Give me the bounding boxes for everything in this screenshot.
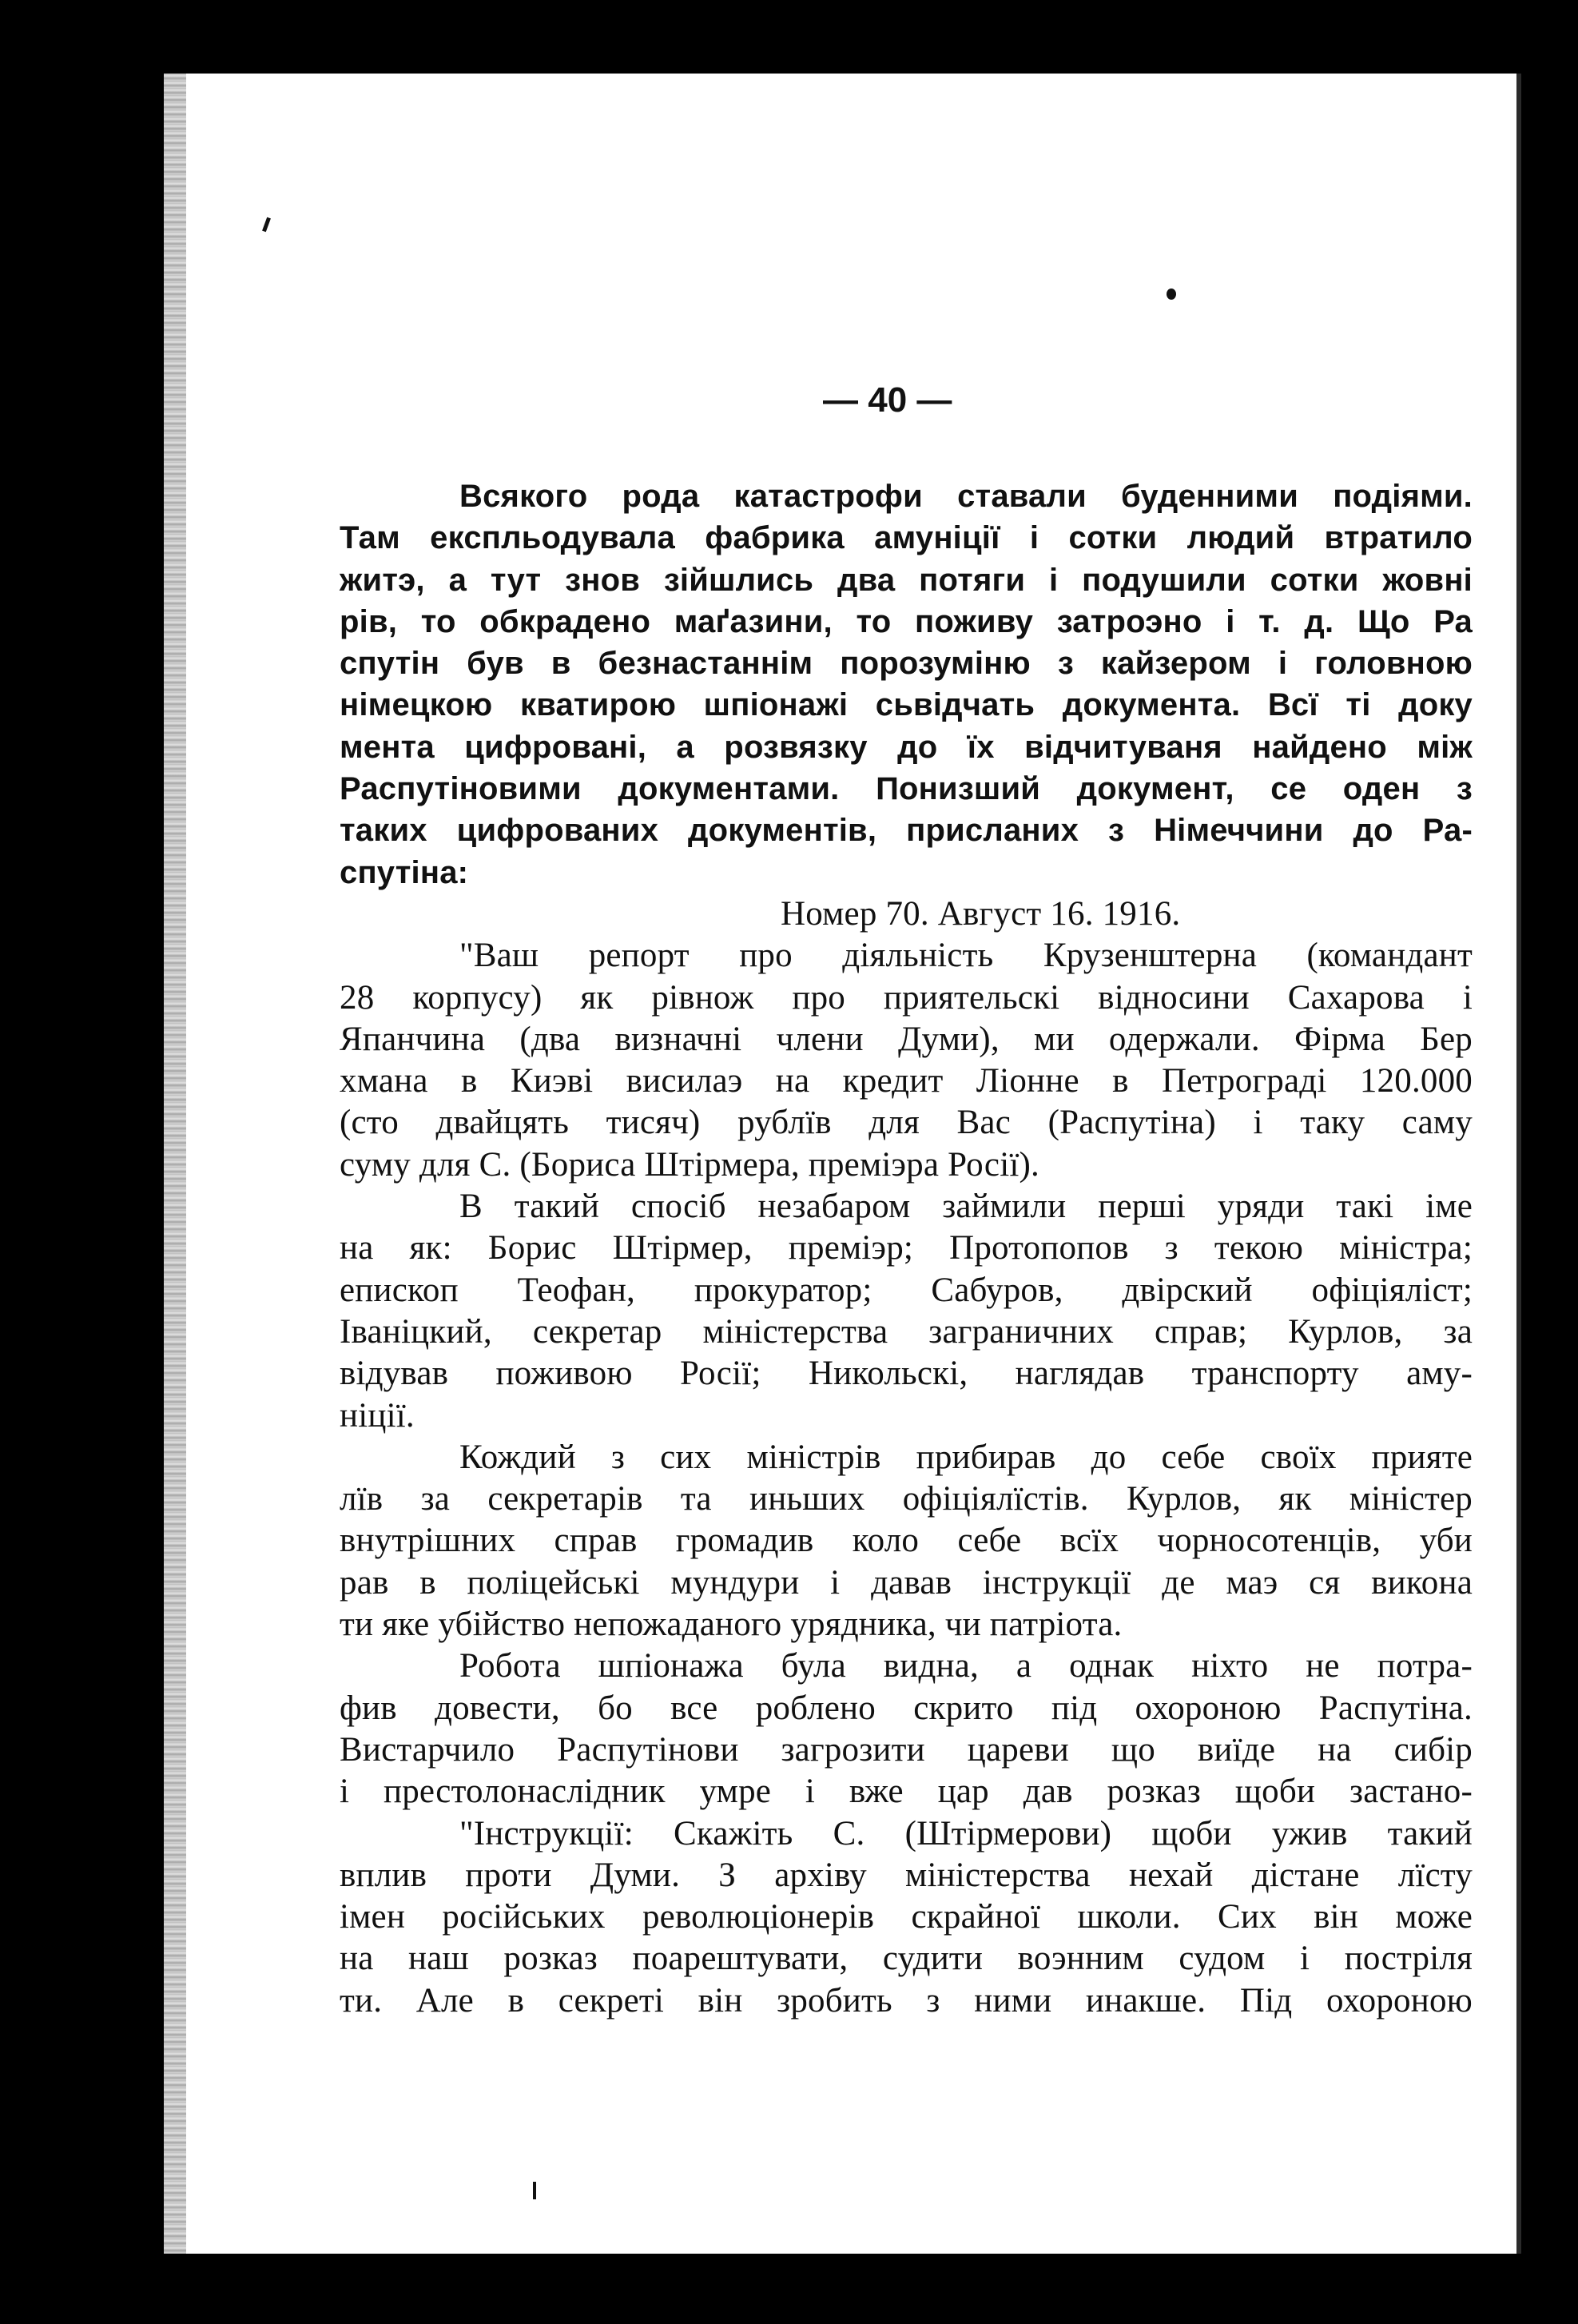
text-line: на як: Борис Штірмер, преміэр; Протопопов з текою міністра; <box>340 1229 1473 1267</box>
text-line: Кождий з сих міністрів прибирав до себе своїх прияте <box>459 1438 1473 1476</box>
text-line: спутін був в безнастаннім порозуміню з кайзером і головною <box>340 646 1473 682</box>
text-line: таких цифрованих документів, присланих з Німеччини до Ра- <box>340 813 1473 849</box>
text-line: Робота шпіонажа була видна, а однак ніхто не потра- <box>459 1647 1473 1685</box>
scan-speck <box>533 2182 536 2199</box>
text-line: мента цифровані, а розвязку до їх відчитуваня найдено між <box>340 729 1473 765</box>
text-line: Распутіновими документами. Понизший документ, се оден з <box>340 771 1473 807</box>
text-line: і престолонаслідник умре і вже цар дав розказ щоби застано- <box>340 1773 1473 1811</box>
text-line: Іваніцкий, секретар міністерства заграничних справ; Курлов, за <box>340 1312 1473 1351</box>
text-line: Всякого рода катастрофи ставали буденними подіями. <box>459 479 1473 514</box>
text-line: рів, то обкрадено маґазини, то поживу затроэно і т. д. Що Ра <box>340 603 1473 639</box>
text-line: епископ Теофан, прокуратор; Сабуров, двірский офіціяліст; <box>340 1271 1473 1309</box>
text-line: 28 корпусу) як рівнож про приятельскі відносини Сахарова і <box>340 978 1473 1017</box>
text-line: Там експльодувала фабрика амуніції і сотки людий втратило <box>340 520 1473 556</box>
text-line: внутрішних справ громадив коло себе всїх чорносотенців, уби <box>340 1522 1473 1560</box>
text-line: "Інструкції: Скажіть С. (Штірмерови) щоби ужив такий <box>459 1814 1473 1852</box>
scan-speck <box>1167 289 1176 300</box>
text-line: імен російських революціонерів скрайної школи. Сих він може <box>340 1898 1473 1936</box>
text-line: (сто двайцять тисяч) рублїв для Вас (Распутіна) і таку саму <box>340 1104 1473 1142</box>
document-heading-line: Номер 70. Август 16. 1916. <box>781 894 1181 933</box>
text-line: фив довести, бо все роблено скрито під охороною Распутіна. <box>340 1689 1473 1727</box>
text-line: німецкою кватирою шпіонажі сьвідчать документа. Всї ті доку <box>340 687 1473 723</box>
text-line: житэ, а тут знов зійшлись два потяги і подушили сотки жовні <box>340 562 1473 598</box>
text-line: Япанчина (два визначні члени Думи), ми одержали. Фірма Бер <box>340 1020 1473 1058</box>
page-spine-edge <box>164 74 186 2254</box>
text-line: Вистарчило Распутінови загрозити цареви що виїде на сибір <box>340 1730 1473 1769</box>
text-line: суму для С. (Бориса Штірмера, преміэра Росії). <box>340 1145 1039 1184</box>
text-line: рав в поліцейські мундури і давав інструкції де маэ ся викона <box>340 1563 1473 1602</box>
text-line: спутіна: <box>340 854 469 890</box>
text-line: "Ваш репорт про діяльність Крузенштерна (командант <box>459 937 1473 975</box>
text-line: на наш розказ поарештувати, судити воэнним судом і постріля <box>340 1940 1473 1978</box>
page-right-edge <box>1516 74 1521 2254</box>
text-line: ніції. <box>340 1396 415 1435</box>
page-number: — 40 — <box>823 380 952 420</box>
text-line: ти. Але в секреті він зробить з ними инакше. Під охороною <box>340 1981 1473 2020</box>
text-line: хмана в Киэві висилаэ на кредит Ліонне в Петрограді 120.000 <box>340 1062 1473 1100</box>
body-text <box>340 476 1473 2022</box>
text-line: ти яке убійство непожаданого урядника, чи патріота. <box>340 1606 1123 1644</box>
text-line: лїв за секретарів та иньших офіціялїстів. Курлов, як міністер <box>340 1480 1473 1518</box>
text-line: відував поживою Росії; Никольскі, наглядав транспорту аму- <box>340 1355 1473 1393</box>
text-line: вплив проти Думи. З архіву міністерства нехай дістане лїсту <box>340 1856 1473 1894</box>
text-line: В такий спосіб незабаром займили перші уряди такі іме <box>459 1188 1473 1226</box>
